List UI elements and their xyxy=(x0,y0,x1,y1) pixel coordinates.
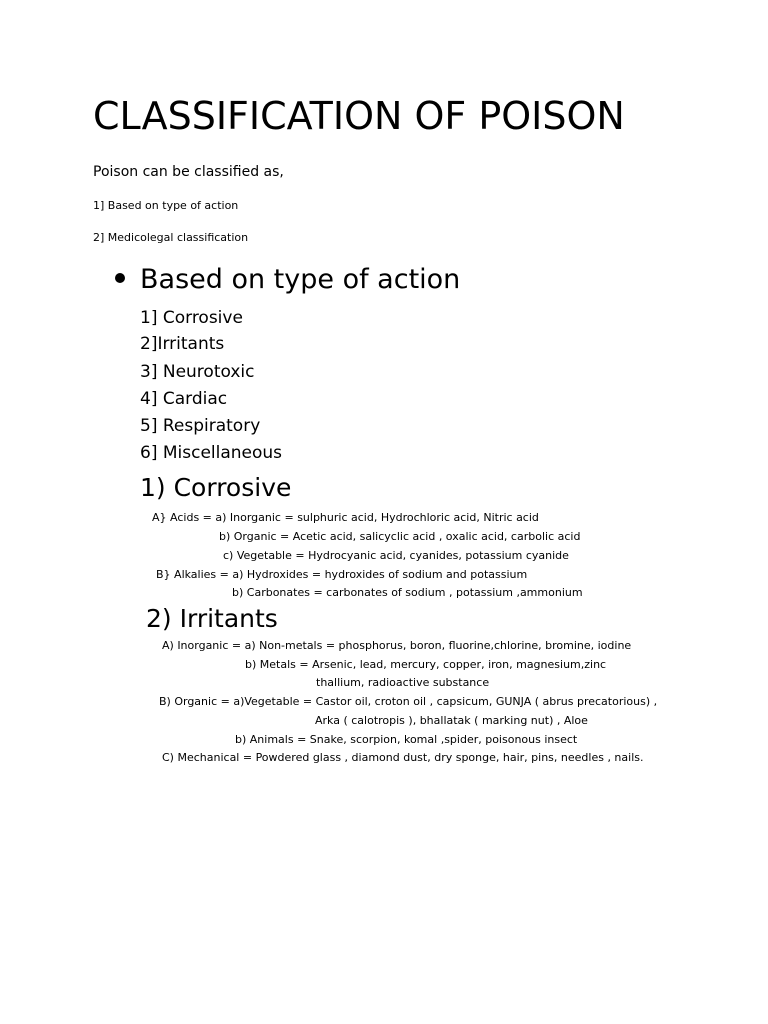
action-type-item: 1] Corrosive xyxy=(140,308,243,328)
irritants-line: b) Metals = Arsenic, lead, mercury, copper, iron, magnesium,zinc xyxy=(245,658,607,671)
intro-item: 1] Based on type of action xyxy=(93,199,239,212)
intro-text: Poison can be classified as, xyxy=(93,164,284,180)
irritants-line: b) Animals = Snake, scorpion, komal ,spider, poisonous insect xyxy=(235,733,578,746)
bullet-heading xyxy=(115,262,460,298)
action-type-item: 5] Respiratory xyxy=(140,416,261,436)
irritants-line: B) Organic = a)Vegetable = Castor oil, croton oil , capsicum, GUNJA ( abrus precatorious) , xyxy=(159,695,658,708)
bullet-dot-icon xyxy=(115,273,125,283)
corrosive-line: b) Organic = Acetic acid, salicyclic acid , oxalic acid, carbolic acid xyxy=(219,530,581,543)
corrosive-line: b) Carbonates = carbonates of sodium , potassium ,ammonium xyxy=(232,586,583,599)
action-type-item: 4] Cardiac xyxy=(140,389,228,409)
irritants-line: thallium, radioactive substance xyxy=(316,676,490,689)
intro-item: 2] Medicolegal classification xyxy=(93,231,249,244)
page-title: CLASSIFICATION OF POISON xyxy=(93,94,625,138)
corrosive-line: c) Vegetable = Hydrocyanic acid, cyanides, potassium cyanide xyxy=(223,549,569,562)
corrosive-line: A} Acids = a) Inorganic = sulphuric acid, Hydrochloric acid, Nitric acid xyxy=(152,511,539,524)
action-type-item: 6] Miscellaneous xyxy=(140,443,283,463)
irritants-line: C) Mechanical = Powdered glass , diamond dust, dry sponge, hair, pins, needles , nails. xyxy=(162,751,644,764)
action-type-item: 2]Irritants xyxy=(140,334,225,354)
irritants-line: Arka ( calotropis ), bhallatak ( marking nut) , Aloe xyxy=(315,714,588,727)
bullet-heading-label: Based on type of action xyxy=(140,264,461,295)
irritants-heading: 2) Irritants xyxy=(146,604,278,633)
corrosive-line: B} Alkalies = a) Hydroxides = hydroxides of sodium and potassium xyxy=(156,568,528,581)
corrosive-heading: 1) Corrosive xyxy=(140,473,292,502)
action-type-item: 3] Neurotoxic xyxy=(140,362,255,382)
irritants-line: A) Inorganic = a) Non-metals = phosphorus, boron, fluorine,chlorine, bromine, iodine xyxy=(162,639,632,652)
